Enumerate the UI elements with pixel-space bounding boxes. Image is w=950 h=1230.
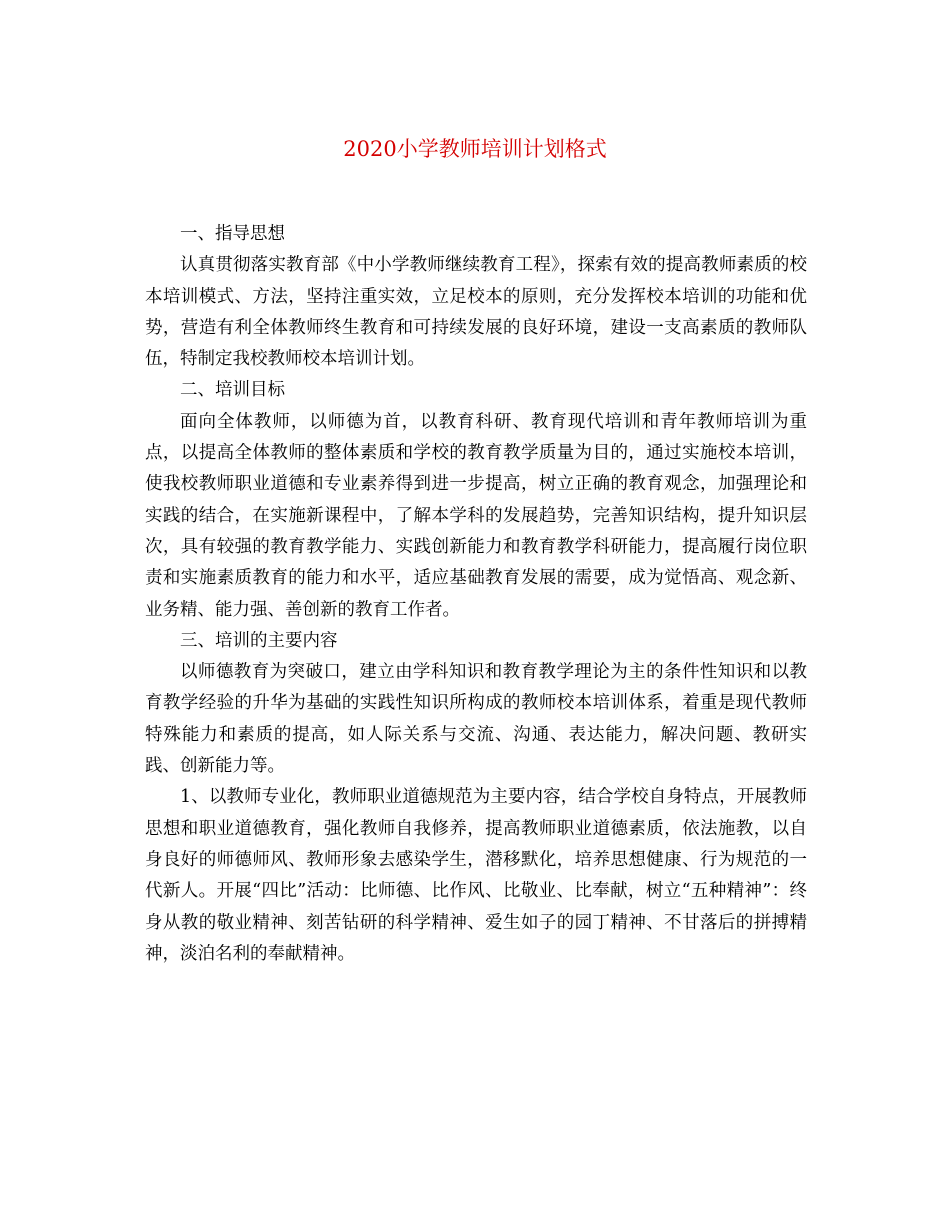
section-heading-guiding-thought: 一、指导思想 — [180, 224, 285, 244]
section-heading-main-content: 三、培训的主要内容 — [180, 630, 338, 651]
section-heading-training-goals: 二、培训目标 — [180, 380, 285, 401]
document-title: 2020小学教师培训计划格式 — [343, 137, 607, 161]
paragraph-main-content-item-1: 1、以教师专业化，教师职业道德规范为主要内容，结合学校自身特点，开展教师思想和职业道德教育，强化教师自我修养，提高教师职业道德素质，依法施教，以自身良好的师德师风、教师形象去感染学生，潜移默化，培养思想健康、行为规范的一代新人。开展“四比”活动：比师德、比作风、比敬业、比奉献，树立“五种精神”：终身从教的敬业精神、刻苦钻研的科学精神、爱生如子的园丁精神、不甘落后的拼搏精神，淡泊名利的奉献精神。 — [145, 787, 807, 964]
paragraph-main-content-intro: 以师德教育为突破口，建立由学科知识和教育教学理论为主的条件性知识和以教育教学经验的升华为基础的实践性知识所构成的教师校本培训体系，着重是现代教师特殊能力和素质的提高，如人际关系与交流、沟通、表达能力，解决问题、教研实践、创新能力等。 — [145, 662, 807, 777]
paragraph-guiding-thought: 认真贯彻落实教育部《中小学教师继续教育工程》，探索有效的提高教师素质的校本培训模式、方法，坚持注重实效，立足校本的原则，充分发挥校本培训的功能和优势，营造有利全体教师终生教育和可持续发展的良好环境，建设一支高素质的教师队伍，特制定我校教师校本培训计划。 — [145, 255, 807, 370]
paragraph-training-goals: 面向全体教师，以师德为首，以教育科研、教育现代培训和青年教师培训为重点，以提高全体教师的整体素质和学校的教育教学质量为目的，通过实施校本培训，使我校教师职业道德和专业素养得到进一步提高，树立正确的教育观念，加强理论和实践的结合，在实施新课程中，了解本学科的发展趋势，完善知识结构，提升知识层次，具有较强的教育教学能力、实践创新能力和教育教学科研能力，提高履行岗位职责和实施素质教育的能力和水平，适应基础教育发展的需要，成为觉悟高、观念新、业务精、能力强、善创新的教育工作者。 — [145, 411, 807, 620]
document-body — [145, 219, 807, 970]
